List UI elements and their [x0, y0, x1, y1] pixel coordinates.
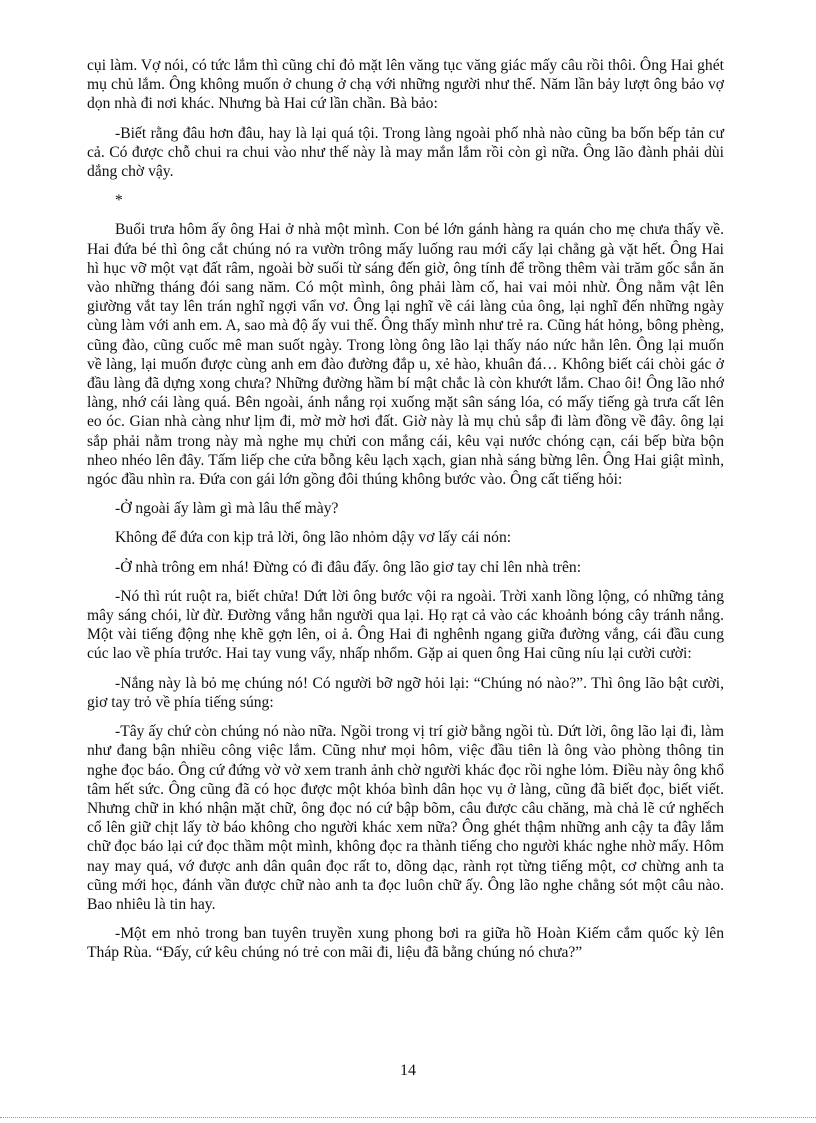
paragraph: Không để đứa con kịp trả lời, ông lão nhỏm dậy vơ lấy cái nón: [115, 529, 512, 547]
body-text [87, 56, 724, 973]
paragraph: -Tây ấy chứ còn chúng nó nào nữa. Ngồi trong vị trí giờ bằng ngồi tù. Dứt lời, ông lão lại đi, làm như đang bận nhiều công việc lắm. Cũng như mọi hôm, việc đầu tiên là ông vào phòng thông tin nghe đọc báo. Ông cứ đứng vờ vờ xem tranh ảnh chờ người khác đọc rồi nghe lỏm. Điều này ông khổ tâm hết sức. Ông cũng đã có học được một khóa bình dân học vụ ở làng, cũng đã biết đọc, biết viết. Nhưng chữ in khó nhận mặt chữ, ông đọc nó cứ bập bõm, câu được câu chăng, mà chả lẽ cứ nghếch cổ lên giữ chịt lấy tờ báo không cho người khác xem nữa? Ông ghét thậm những anh cậy ta đây lắm chữ đọc báo lại cứ đọc thầm một mình, không đọc ra thành tiếng cho người khác nghe nhờ mấy. Hôm nay may quá, vớ được anh dân quân đọc rất to, dõng dạc, rành rọt từng tiếng một, cơ chừng anh ta cũng mới học, đánh vần được chữ nào anh ta đọc luôn chữ ấy. Ông lão nghe chẳng sót một câu nào. Bao nhiêu là tin hay. [87, 723, 724, 913]
paragraph: -Nó thì rút ruột ra, biết chửa! Dứt lời ông bước vội ra ngoài. Trời xanh lồng lộng, có những tảng mây sáng chói, lừ đừ. Đường vắng hẳn người qua lại. Họ rạt cả vào các khoảnh bóng cây tránh nắng. Một vài tiếng động nhẹ khẽ gợn lên, oi ả. Ông Hai đi nghênh ngang giữa đường vắng, cái đầu cung cúc lao về phía trước. Hai tay vung vẩy, nhấp nhổm. Gặp ai quen ông Hai cũng níu lại cười cười: [87, 587, 724, 663]
paragraph-quote: -Biết rằng đâu hơn đâu, hay là lại quá tội. Trong làng ngoài phố nhà nào cũng ba bốn bếp tản cư cả. Có được chỗ chui ra chui vào như thế này là may mắn lắm rồi còn gì nữa. Ông lão đành phải dùi dắng chờ vậy. [87, 124, 724, 181]
paragraph: -Một em nhỏ trong ban tuyên truyền xung phong bơi ra giữa hồ Hoàn Kiếm cắm quốc kỳ lên Tháp Rùa. “Đấy, cứ kêu chúng nó trẻ con mãi đi, liệu đã bằng chúng nó chưa?” [87, 925, 724, 962]
page-number: 14 [400, 1062, 416, 1079]
paragraph: -Nắng này là bỏ mẹ chúng nó! Có người bỡ ngỡ hỏi lại: “Chúng nó nào?”. Thì ông lão bật cười, giơ tay trỏ về phía tiếng súng: [87, 674, 724, 711]
paragraph-dialogue: -Ở nhà trông em nhá! Đừng có đi đâu đấy. ông lão giơ tay chỉ lên nhà trên: [115, 558, 582, 576]
paragraph-continuation: cụi làm. Vợ nói, có tức lắm thì cũng chỉ đỏ mặt lên văng tục văng giác mấy câu rồi thôi. Ông Hai ghét mụ chủ lắm. Ông không muốn ở chung ở chạ với những người như thế. Năm lần bảy lượt ông bảo vợ dọn nhà đi nơi khác. Nhưng bà Hai cứ lần chần. Bà bảo: [87, 57, 724, 113]
page-bottom-divider [0, 1117, 816, 1118]
paragraph-dialogue: -Ở ngoài ấy làm gì mà lâu thế mày? [115, 500, 339, 518]
paragraph: Buổi trưa hôm ấy ông Hai ở nhà một mình. Con bé lớn gánh hàng ra quán cho mẹ chưa thấy về. Hai đứa bé thì ông cắt chúng nó ra vườn trông mấy luống rau mới cấy lại chẳng gà vặt hết. Ông Hai hì hục vỡ một vạt đất râm, ngoài bờ suối từ sáng đến giờ, ông tính để trồng thêm vài trăm gốc sắn ăn vào những tháng đói sang năm. Có một mình, ông phải làm cố, hai vai mỏi nhừ. Ông nằm vật lên giường vắt tay lên trán nghĩ ngợi vẩn vơ. Ông lại nghĩ về cái làng của ông, lại nghĩ đến những ngày cùng làm với anh em. A, sao mà độ ấy vui thế. Ông thấy mình như trẻ ra. Cũng hát hỏng, bông phèng, cũng đào, cũng cuốc mê man suốt ngày. Trong lòng ông lão lại thấy náo nức hẳn lên. Ông lại muốn về làng, lại muốn được cùng anh em đào đường đắp u, xẻ hào, khuân đá… Không biết cái chòi gác ở đầu làng đã dựng xong chưa? Những đường hầm bí mật chắc là còn khướt lắm. Chao ôi! Ông lão nhớ làng, nhớ cái làng quá. Bên ngoài, ánh nắng rọi xuống mặt sân sáng lóa, có mấy tiếng gà trưa cất lên eo óc. Gian nhà càng như lịm đi, mờ mờ hơi đất. Giờ này là mụ chủ sắp đi làm đồng về đây. ông lại sắp phải nằm trong này mà nghe mụ chửi con mắng cái, kêu vại nước chóng cạn, cái bếp bừa bộn nheo nhéo lên đây. Tấm liếp che cửa bỗng kêu lạch xạch, gian nhà sáng bừng lên. Ông Hai giật mình, ngóc đầu nhìn ra. Đứa con gái lớn gồng đôi thúng không bước vào. Ông cất tiếng hỏi: [87, 221, 724, 489]
section-break-asterisk: * [115, 192, 123, 210]
